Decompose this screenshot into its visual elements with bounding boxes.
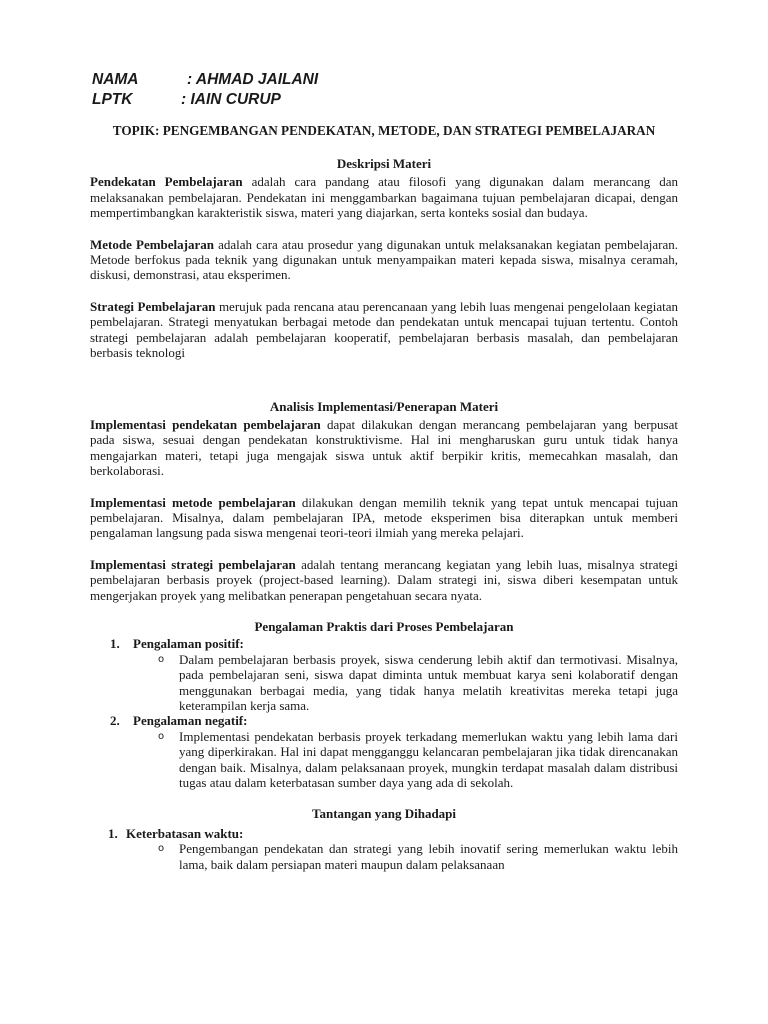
section-heading-analisis: Analisis Implementasi/Penerapan Materi [269,399,499,415]
sub-list-text: Pengembangan pendekatan dan strategi yang lebih inovatif sering memerlukan waktu lebih lama, baik dalam persiapan materi maupun dalam pelaksanaan [179,841,678,872]
term-impl-strategi: Implementasi strategi pembelajaran [90,556,296,572]
sub-list-item [90,652,678,714]
bullet-icon: o [158,653,165,665]
list-item: 2. Pengalaman negatif: [110,713,248,729]
term-impl-metode: Implementasi metode pembelajaran [90,494,296,510]
paragraph-pendekatan: Pendekatan Pembelajaran adalah cara pandang atau filosofi yang digunakan dalam merancang dan melaksanakan pembelajaran. Pendekatan ini menggambarkan bagaimana tujuan pembelajaran dicapai, dengan mempertimbangkan karakteristik siswa, materi yang diajarkan, serta konteks sosial dan budaya. [90,174,678,221]
term-strategi: Strategi Pembelajaran [90,298,216,314]
paragraph-strategi: Strategi Pembelajaran merujuk pada rencana atau perencanaan yang lebih luas mengenai pengelolaan kegiatan pembelajaran. Strategi menyatukan berbagai metode dan pendekatan untuk mencapai tujuan tertentu. Contoh strategi pembelajaran adalah pembelajaran kooperatif, pembelajaran berbasis masalah, dan pembelajaran berbasis teknologi [90,298,678,361]
bullet-icon: o [158,730,165,742]
lptk-value: : IAIN CURUP [181,91,281,108]
topic-title: TOPIK: PENGEMBANGAN PENDEKATAN, METODE, DAN STRATEGI PEMBELAJARAN [112,123,656,138]
list-item: 1. Keterbatasan waktu: [108,825,244,841]
bullet-icon: o [158,843,165,855]
lptk-row [92,90,318,110]
list-item: 1. Pengalaman positif: [110,636,244,652]
nama-row [92,70,318,90]
section-heading-pengalaman: Pengalaman Praktis dari Proses Pembelajaran [254,618,514,634]
paragraph-impl-pendekatan: Implementasi pendekatan pembelajaran dapat dilakukan dengan merancang pembelajaran yang berpusat pada siswa, sesuai dengan pendekatan konstruktivisme. Hal ini mengharuskan guru untuk tidak hanya mengajarkan materi, tetapi juga mengajak siswa untuk aktif berpikir kritis, memecahkan masalah, dan berkolaborasi. [90,416,678,479]
list-item-title: Pengalaman negatif: [133,713,248,729]
section-heading-deskripsi: Deskripsi Materi [336,156,432,171]
section-heading-tantangan: Tantangan yang Dihadapi [311,806,457,822]
term-pendekatan: Pendekatan Pembelajaran [90,174,243,190]
lptk-label: LPTK [92,91,133,108]
list-item-title: Keterbatasan waktu: [126,825,244,841]
term-metode: Metode Pembelajaran [90,236,214,252]
paragraph-impl-strategi: Implementasi strategi pembelajaran adalah tentang merancang kegiatan yang lebih luas, misalnya strategi pembelajaran berbasis proyek (project-based learning). Dalam strategi ini, siswa diberi kesempatan untuk mengerjakan proyek yang melibatkan penerapan pengetahuan secara nyata. [90,556,678,603]
list-item-title: Pengalaman positif: [133,636,244,652]
tantangan-list [90,826,678,872]
identity-header [92,70,318,110]
nama-value: : AHMAD JAILANI [187,71,319,88]
document-body [90,123,678,872]
sub-list-item [90,729,678,791]
paragraph-metode: Metode Pembelajaran adalah cara atau prosedur yang digunakan untuk melaksanakan kegiatan pembelajaran. Metode berfokus pada teknik yang digunakan untuk menyampaikan materi kepada siswa, misalnya ceramah, diskusi, demonstrasi, atau eksperimen. [90,236,678,283]
pengalaman-list [90,636,678,790]
paragraph-impl-metode: Implementasi metode pembelajaran dilakukan dengan memilih teknik yang tepat untuk mencapai tujuan pembelajaran. Misalnya, dalam pembelajaran IPA, metode eksperimen bisa diterapkan untuk memberi pengalaman langsung pada siswa mengenai teori-teori ilmiah yang mereka pelajari. [90,494,678,541]
sub-list-text: Implementasi pendekatan berbasis proyek terkadang memerlukan waktu yang lebih lama dari yang diperkirakan. Hal ini dapat mengganggu kelancaran pembelajaran jika tidak direncanakan dengan baik. Misalnya, dalam pelaksanaan proyek, mungkin terdapat masalah dalam distribusi tugas atau dalam keterbatasan sumber daya yang ada di sekolah. [179,728,678,790]
term-impl-pendekatan: Implementasi pendekatan pembelajaran [90,416,321,432]
sub-list-text: Dalam pembelajaran berbasis proyek, siswa cenderung lebih aktif dan termotivasi. Misalnya, pada pembelajaran seni, siswa dapat diminta untuk membuat karya seni kolaboratif dengan menggunakan berbagai media, yang tidak hanya melatih kreativitas mereka tetapi juga keterampilan kerja sama. [179,651,678,713]
nama-label: NAMA [92,71,139,88]
sub-list-item [90,841,678,872]
